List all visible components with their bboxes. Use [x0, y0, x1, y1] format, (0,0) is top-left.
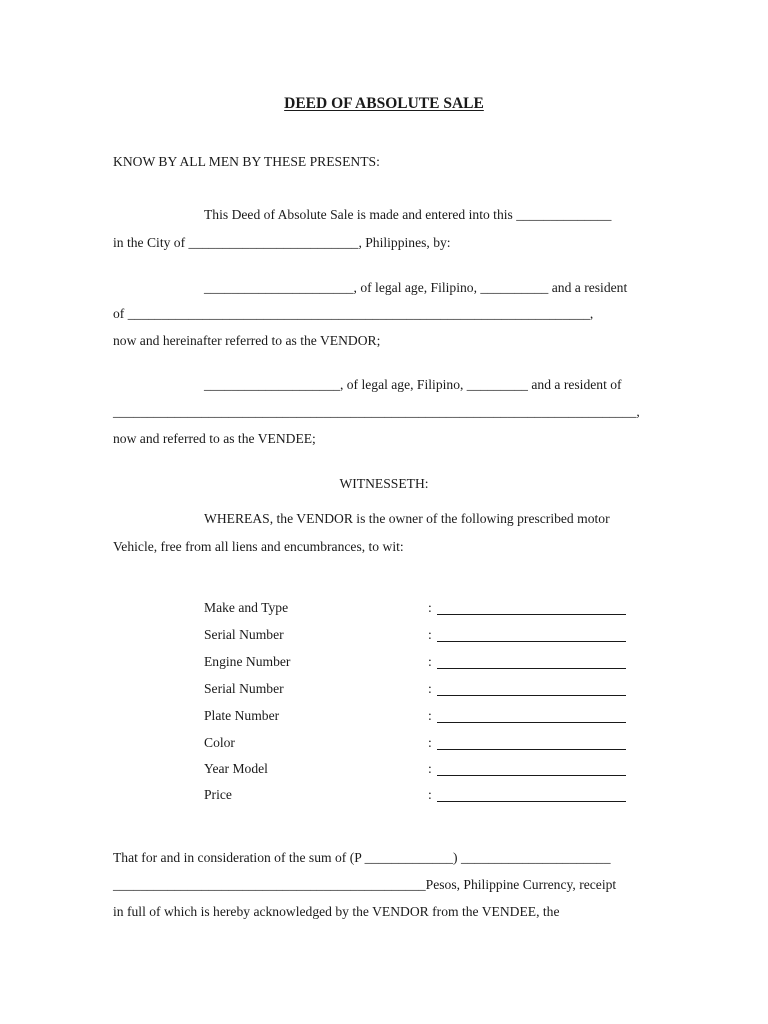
field-label: Plate Number	[204, 708, 280, 723]
vendee-line-3: now and referred to as the VENDEE;	[113, 431, 316, 446]
field-blank[interactable]	[437, 641, 626, 642]
field-blank[interactable]	[437, 801, 626, 802]
field-label: Make and Type	[204, 600, 289, 615]
field-blank[interactable]	[437, 722, 626, 723]
document-title: DEED OF ABSOLUTE SALE	[284, 95, 484, 112]
field-blank[interactable]	[437, 775, 626, 776]
intro-line-1: This Deed of Absolute Sale is made and entered into this ______________	[204, 207, 612, 222]
vendee-line-2: _____________________________________________________________________________,	[113, 404, 640, 419]
field-colon: :	[428, 681, 432, 696]
field-label: Color	[204, 735, 235, 750]
vendor-line-2: of ____________________________________________________________________,	[113, 306, 594, 321]
field-colon: :	[428, 787, 432, 802]
whereas-line-1: WHEREAS, the VENDOR is the owner of the following prescribed motor	[204, 511, 610, 526]
field-blank[interactable]	[437, 695, 626, 696]
field-label: Engine Number	[204, 654, 291, 669]
intro-line-2: in the City of _________________________, Philippines, by:	[113, 235, 451, 250]
field-label: Year Model	[204, 761, 268, 776]
consideration-line-3: in full of which is hereby acknowledged by the VENDOR from the VENDEE, the	[113, 904, 560, 919]
field-colon: :	[428, 761, 432, 776]
witnesseth-heading: WITNESSETH:	[339, 476, 429, 491]
field-blank[interactable]	[437, 668, 626, 669]
consideration-line-1: That for and in consideration of the sum of (P _____________) ______________________	[113, 850, 611, 865]
field-colon: :	[428, 600, 432, 615]
field-colon: :	[428, 627, 432, 642]
vendor-line-3: now and hereinafter referred to as the VENDOR;	[113, 333, 381, 348]
field-blank[interactable]	[437, 614, 626, 615]
consideration-line-2: ______________________________________________Pesos, Philippine Currency, receipt	[113, 877, 617, 892]
field-colon: :	[428, 654, 432, 669]
field-label: Serial Number	[204, 627, 284, 642]
vendor-line-1: ______________________, of legal age, Filipino, __________ and a resident	[204, 280, 628, 295]
vendee-line-1: ____________________, of legal age, Filipino, _________ and a resident of	[204, 377, 622, 392]
whereas-line-2: Vehicle, free from all liens and encumbrances, to wit:	[113, 539, 404, 554]
field-label: Serial Number	[204, 681, 284, 696]
field-colon: :	[428, 708, 432, 723]
field-blank[interactable]	[437, 749, 626, 750]
field-colon: :	[428, 735, 432, 750]
preamble: KNOW BY ALL MEN BY THESE PRESENTS:	[113, 154, 380, 169]
field-label: Price	[204, 787, 232, 802]
